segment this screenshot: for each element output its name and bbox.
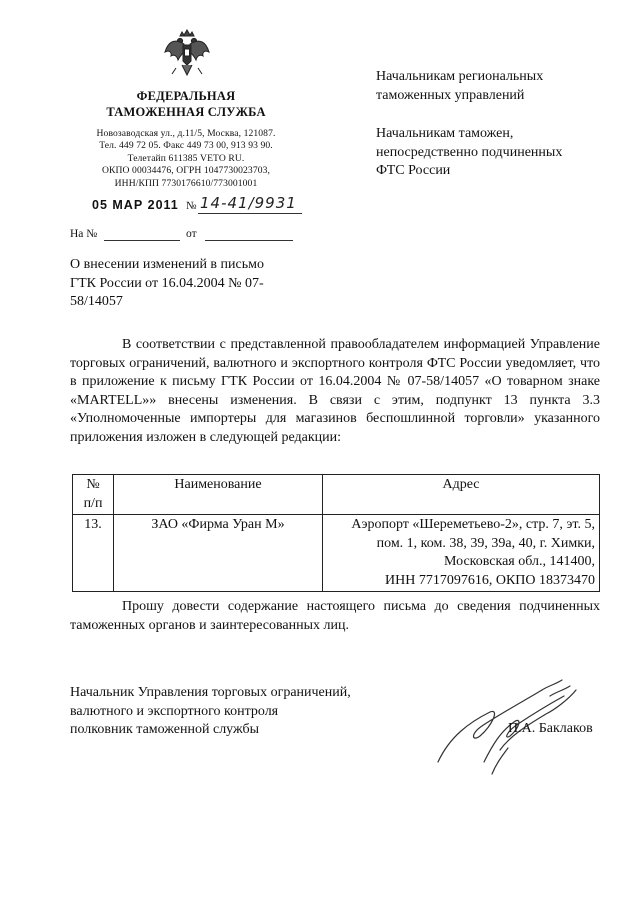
table-header-row [73, 475, 600, 515]
subject-line: О внесении изменений в письмо [70, 257, 264, 272]
teletype-line: Телетайп 611385 VETO RU. [127, 152, 245, 164]
header-number-abbr: п/п [83, 495, 103, 511]
column-header-address: Адрес [323, 475, 600, 515]
from-label: от [186, 228, 197, 240]
header-number-sign: № [86, 477, 100, 492]
closing-request: Прошу довести содержание настоящего письма до сведения подчиненных таможенных органов и заинтересованных лиц. [70, 599, 600, 633]
letter-subject [70, 256, 300, 312]
org-name-line: ТАМОЖЕННАЯ СЛУЖБА [106, 105, 266, 119]
registration-codes-line: ОКПО 00034476, ОГРН 1047730023703, [101, 165, 271, 177]
russian-coat-of-arms-icon [160, 28, 214, 80]
importers-table [72, 474, 600, 592]
number-sign: № [186, 200, 197, 212]
signer-title-line: полковник таможенной службы [70, 722, 260, 738]
organization-name [70, 88, 302, 120]
address-line: Аэропорт «Шереметьево-2», стр. 7, эт. 5, [351, 517, 595, 532]
recipients-block [376, 68, 606, 201]
date-stamp: 05 МАР 2011 [92, 198, 179, 212]
subject-line: 58/14057 [70, 294, 123, 309]
column-header-number [73, 475, 114, 515]
signer-title-line: Начальник Управления торговых ограничений, [70, 685, 351, 700]
address-line: пом. 1, ком. 38, 39, 39а, 40, г. Химки, [376, 535, 595, 551]
recipient-line: Начальникам региональных [376, 69, 544, 84]
signer-title-line: валютного и экспортного контроля [70, 703, 279, 719]
recipient-line: Начальникам таможен, [376, 126, 514, 141]
address-line: Новозаводская ул., д.11/5, Москва, 121087. [96, 128, 276, 139]
cell-address [323, 515, 600, 592]
recipient-line: непосредственно подчиненных [376, 144, 563, 160]
signer-name: П.А. Баклаков [508, 721, 593, 736]
cell-number: 13. [73, 515, 114, 592]
address-line: Московская обл., 141400, [444, 554, 595, 569]
tax-ids-line: ИНН/КПП 7730176610/773001001 [114, 177, 258, 189]
outgoing-number: 14-41/9931 [200, 194, 297, 212]
org-name-line: ФЕДЕРАЛЬНАЯ [136, 89, 236, 103]
number-underline [198, 213, 302, 214]
signer-title [70, 684, 400, 740]
address-line: ИНН 7717097616, ОКПО 18373470 [385, 572, 595, 588]
organization-details [70, 128, 302, 190]
subject-line: ГТК России от 16.04.2004 № 07- [70, 275, 264, 291]
recipient-regional [376, 68, 606, 105]
cell-name: ЗАО «Фирма Уран М» [114, 515, 323, 592]
reply-to-label: На № [70, 228, 98, 240]
reply-date-blank [205, 240, 293, 241]
recipient-line: ФТС России [376, 163, 451, 178]
recipient-line: таможенных управлений [376, 87, 525, 103]
reply-number-blank [104, 240, 180, 241]
recipient-customs [376, 125, 606, 181]
table-row [73, 515, 600, 592]
body-paragraph: В соответствии с представленной правообладателем информацией Управление торговых ограничений, валютного и экспортного контроля ФТС России уведомляет, что в приложение к письму ГТК России от 16.04.2004 № 07-58/14057 «О товарном знаке «MARTELL»» внесены изменения. В связи с этим, подпункт 13 пункта 3.3 «Уполномоченные импортеры для магазинов беспошлинной торговли» указанного приложения изложен в следующей редакции: [70, 337, 600, 445]
column-header-name: Наименование [114, 475, 323, 515]
contacts-line: Тел. 449 72 05. Факс 449 73 00, 913 93 90. [99, 140, 273, 152]
